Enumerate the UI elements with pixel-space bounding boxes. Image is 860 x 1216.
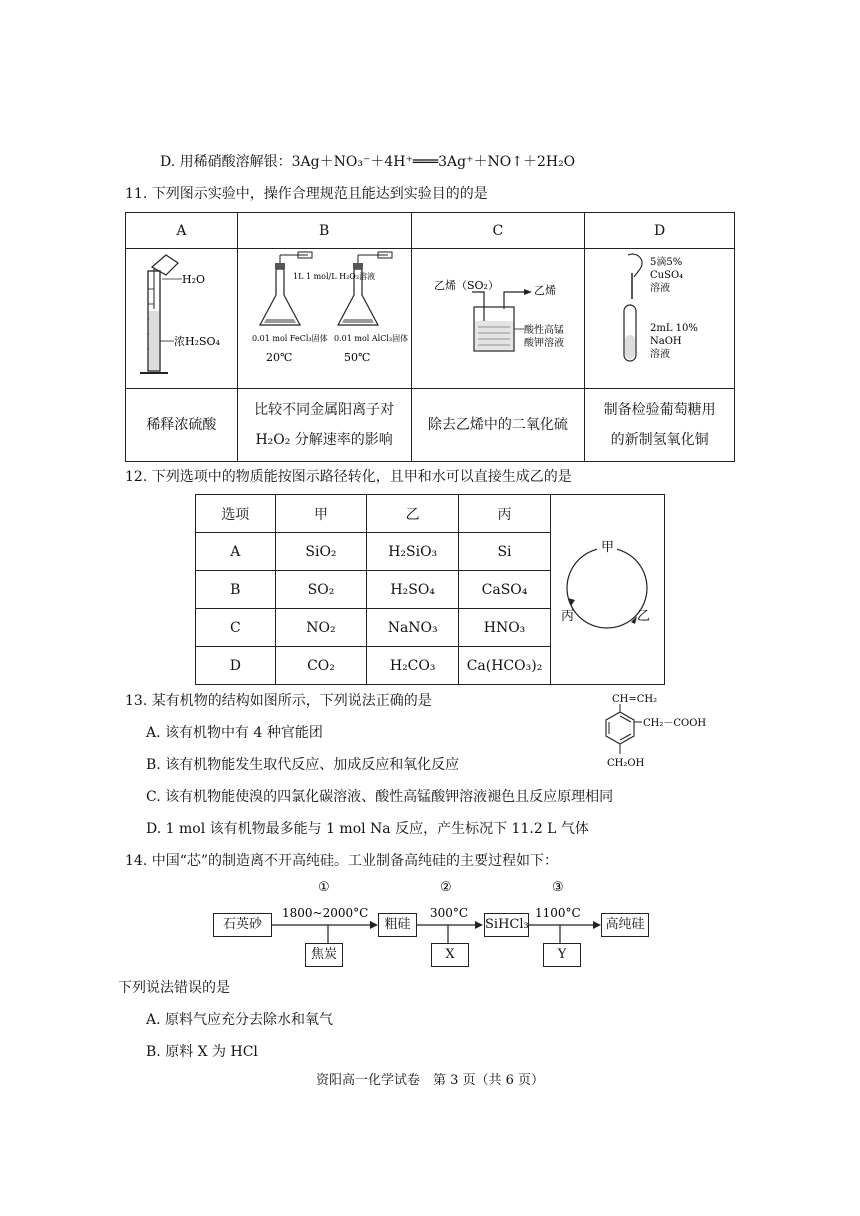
test-tube-figure (586, 249, 734, 384)
q13-option-b: B. 该有机物能发生取代反应、加成反应和氧化反应 (146, 757, 460, 773)
table-row: A SiO₂ H₂SiO₃ Si (196, 533, 665, 571)
condition-3: 1100°C (535, 906, 581, 920)
table-row: B SO₂ H₂SO₄ CaSO₄ (196, 571, 665, 609)
svg-text:酸钾溶液: 酸钾溶液 (523, 338, 564, 349)
fig-c-liquid: 酸性高锰 (523, 325, 564, 336)
table-row: C NO₂ NaNO₃ HNO₃ (196, 609, 665, 647)
condition-2: 300°C (430, 906, 469, 920)
svg-text:2mL 10%: 2mL 10% (649, 323, 698, 334)
fig-b-right-temp: 50℃ (344, 351, 371, 364)
condition-1: 1800~2000°C (282, 906, 369, 920)
q11-stem: 11. 下列图示实验中，操作合理规范且能达到实验目的的是 (125, 186, 488, 202)
q11-figure-c (411, 249, 585, 389)
q13-structure-figure (598, 692, 718, 772)
q13-option-c: C. 该有机物能使溴的四氯化碳溶液、酸性高锰酸钾溶液褪色且反应原理相同 (146, 789, 614, 805)
svg-text:溶液: 溶液 (649, 283, 670, 294)
box-quartz-sand: 石英砂 (213, 913, 272, 937)
box-pure-silicon: 高纯硅 (601, 913, 649, 937)
fig-c-outlet: 乙烯 (533, 284, 556, 297)
q11-caption-d: 制备检验葡萄糖用 的新制氢氧化铜 (585, 389, 735, 462)
fig-a-label-bottom: 浓H₂SO₄ (174, 335, 221, 348)
fig-a-label-top: H₂O (182, 273, 206, 286)
box-coke: 焦炭 (305, 943, 343, 967)
structure-right: CH₂－COOH (643, 718, 707, 729)
q11-table (125, 212, 735, 462)
fig-b-left-solid: 0.01 mol FeCl₃固体 (252, 334, 328, 343)
q12-header-jia: 甲 (275, 495, 367, 533)
step-2: ② (440, 880, 452, 895)
box-sihcl3: SiHCl₃ (484, 913, 529, 937)
page-footer: 资阳高一化学试卷 第 3 页（共 6 页） (315, 1073, 545, 1088)
q12-table (195, 494, 665, 685)
svg-text:CuSO₄: CuSO₄ (649, 270, 683, 281)
cycle-right: 乙 (637, 608, 651, 624)
q11-caption-b: 比较不同金属阳离子对 H₂O₂ 分解速率的影响 (237, 389, 411, 462)
fig-c-inlet: 乙烯（SO₂） (433, 279, 499, 292)
q14-process-flowchart (210, 875, 650, 970)
q11-figure-b (237, 249, 411, 389)
q11-header-a: A (126, 213, 238, 249)
q14-option-b: B. 原料 X 为 HCl (146, 1044, 258, 1060)
q13-option-a: A. 该有机物中有 4 种官能团 (146, 725, 323, 741)
q12-header-yi: 乙 (367, 495, 459, 533)
svg-text:溶液: 溶液 (649, 349, 670, 360)
q11-figure-a (126, 249, 238, 389)
svg-text:5滴5%: 5滴5% (649, 257, 682, 268)
q13-option-d: D. 1 mol 该有机物最多能与 1 mol Na 反应，产生标况下 11.2 L 气体 (146, 821, 589, 837)
q12-header-bing: 丙 (459, 495, 551, 533)
q11-header-d: D (585, 213, 735, 249)
gas-washing-bottle-figure (412, 249, 584, 384)
structure-bottom: CH₂OH (607, 758, 645, 769)
svg-text:NaOH: NaOH (649, 336, 682, 347)
table-row: D CO₂ H₂CO₃ Ca(HCO₃)₂ (196, 647, 665, 685)
flasks-figure (238, 249, 410, 384)
step-3: ③ (552, 880, 564, 895)
q11-caption-c: 除去乙烯中的二氧化硫 (411, 389, 585, 462)
q14-question: 下列说法错误的是 (118, 980, 230, 996)
q12-stem: 12. 下列选项中的物质能按图示路径转化，且甲和水可以直接生成乙的是 (125, 469, 572, 485)
box-crude-silicon: 粗硅 (378, 913, 417, 937)
q13-stem: 13. 某有机物的结构如图所示，下列说法正确的是 (125, 693, 432, 709)
fig-b-right-solid: 0.01 mol AlCl₃固体 (334, 334, 409, 343)
q11-header-c: C (411, 213, 585, 249)
q11-caption-a: 稀释浓硫酸 (126, 389, 238, 462)
box-y: Y (543, 943, 581, 967)
cycle-top: 甲 (601, 539, 615, 555)
q12-cycle-figure (550, 495, 664, 685)
fig-b-solution-label: 1L 1 mol/L H₂O₂溶液 (293, 272, 376, 281)
q11-header-b: B (237, 213, 411, 249)
cycle-left: 丙 (561, 608, 575, 624)
q14-option-a: A. 原料气应充分去除水和氧气 (146, 1012, 334, 1028)
structure-top: CH=CH₂ (612, 694, 658, 705)
fig-b-left-temp: 20℃ (266, 351, 293, 364)
q12-header-option: 选项 (196, 495, 276, 533)
q10-option-d: D. 用稀硝酸溶解银：3Ag＋NO₃⁻＋4H⁺═══3Ag⁺＋NO↑＋2H₂O (160, 154, 576, 170)
step-1: ① (318, 880, 330, 895)
graduated-cylinder-figure (126, 249, 236, 384)
q14-stem: 14. 中国“芯”的制造离不开高纯硅。工业制备高纯硅的主要过程如下： (125, 853, 559, 869)
box-x: X (431, 943, 469, 967)
q11-figure-d (585, 249, 735, 389)
